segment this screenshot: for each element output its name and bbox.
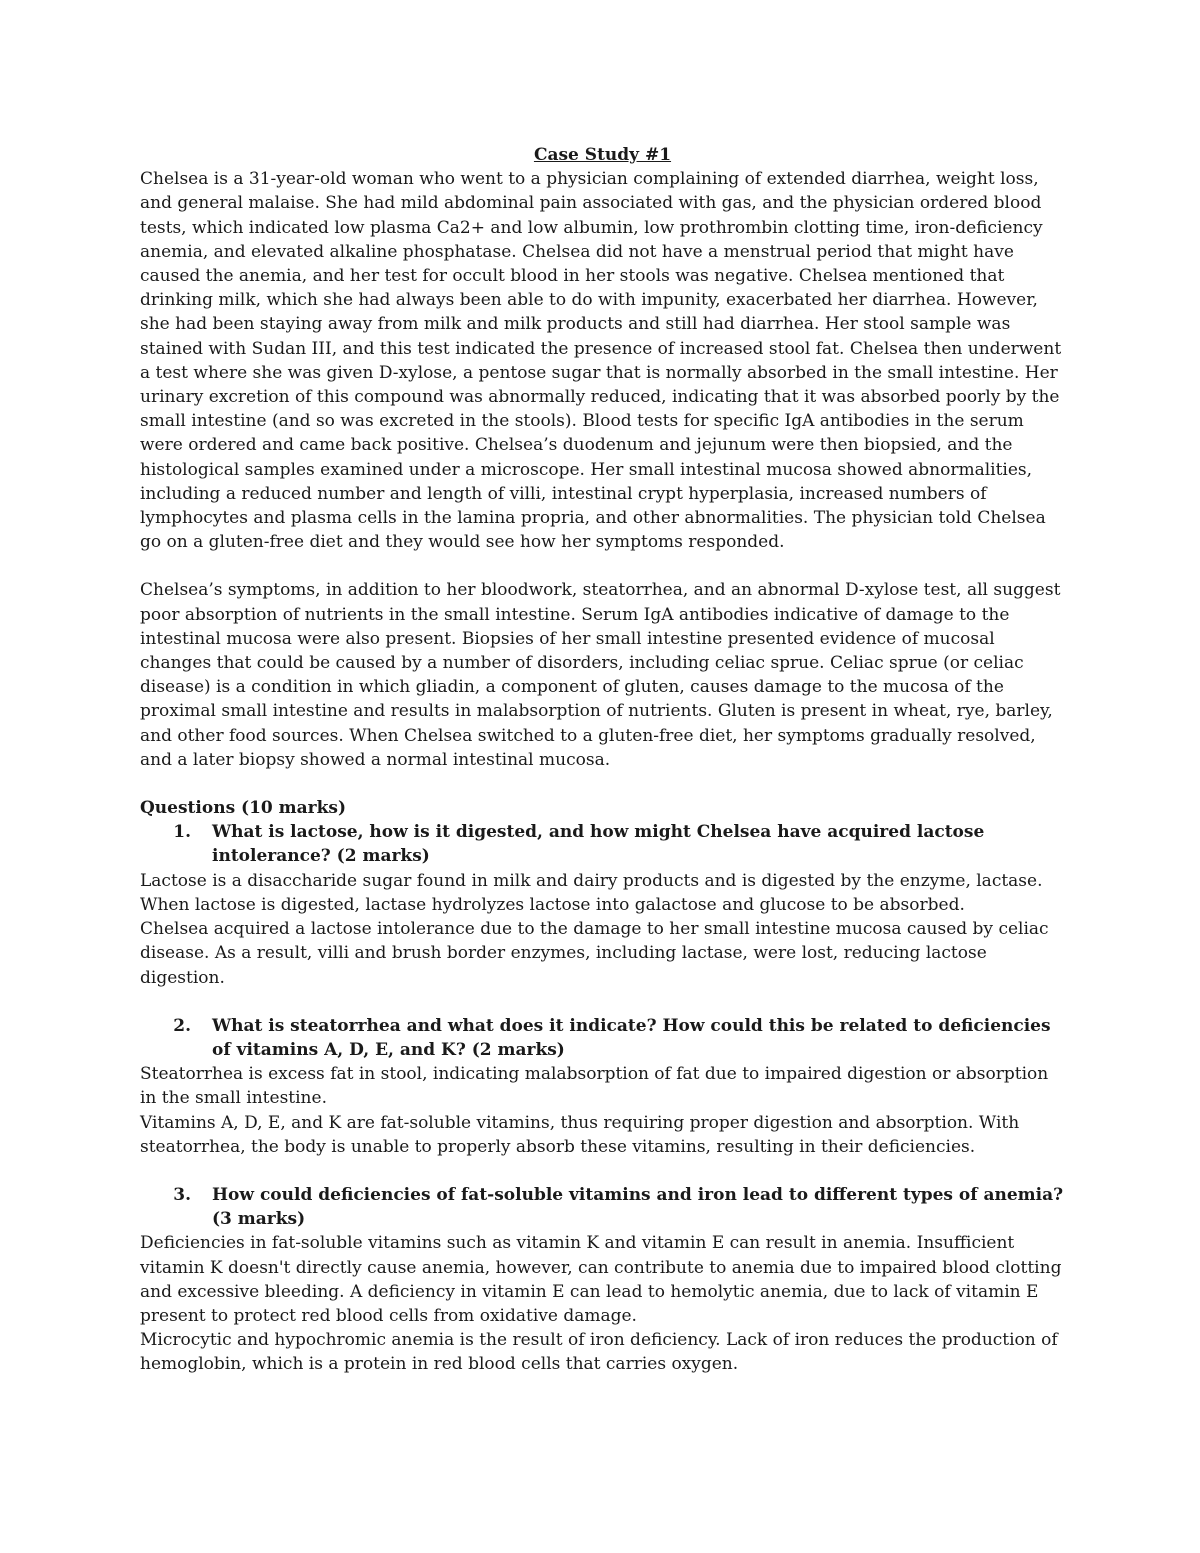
intro-paragraph: Chelsea is a 31-year-old woman who went to a physician complaining of extended diarrhea, weight loss, and general malaise. She had mild abdominal pain associated with gas, and the physician ordered blood tests, which indicated low plasma Ca2+ and low albumin, low prothrombin clotting time, iron-deficiency anemia, and elevated alkaline phosphatase. Chelsea did not have a menstrual period that might have caused the anemia, and her test for occult blood in her stools was negative. Chelsea mentioned that drinking milk, which she had always been able to do with impunity, exacerbated her diarrhea. However, she had been staying away from milk and milk products and still had diarrhea. Her stool sample was stained with Sudan III, and this test indicated the presence of increased stool fat. Chelsea then underwent a test where she was given D-xylose, a pentose sugar that is normally absorbed in the small intestine. Her urinary excretion of this compound was abnormally reduced, indicating that it was absorbed poorly by the small intestine (and so was excreted in the stools). Blood tests for specific IgA antibodies in the serum were ordered and came back positive. Chelsea’s duodenum and jejunum were then biopsied, and the histological samples examined under a microscope. Her small intestinal mucosa showed abnormalities, including a reduced number and length of villi, intestinal crypt hyperplasia, increased numbers of lymphocytes and plasma cells in the lamina propria, and other abnormalities. The physician told Chelsea go on a gluten-free diet and they would see how her symptoms responded. <box>140 169 1062 553</box>
answer-1-part-2: Chelsea acquired a lactose intolerance due to the damage to her small intestine mucosa caused by celiac disease. As a result, villi and brush border enzymes, including lactase, were lost, reducing lactose digestion. <box>140 919 1049 988</box>
questions-heading: Questions (10 marks) <box>140 798 347 819</box>
question-2 <box>140 1014 1065 1062</box>
question-3 <box>140 1183 1065 1231</box>
answer-2-part-1: Steatorrhea is excess fat in stool, indicating malabsorption of fat due to impaired digestion or absorption in the small intestine. <box>140 1064 1049 1109</box>
document-page <box>140 143 1065 1377</box>
question-3-number: 3. <box>173 1184 191 1205</box>
question-3-text: How could deficiencies of fat-soluble vitamins and iron lead to different types of anemia? (3 marks) <box>212 1184 1064 1230</box>
answer-2-part-2: Vitamins A, D, E, and K are fat-soluble vitamins, thus requiring proper digestion and absorption. With steatorrhea, the body is unable to properly absorb these vitamins, resulting in their deficiencies. <box>140 1112 1020 1157</box>
answer-3-part-1: Deficiencies in fat-soluble vitamins such as vitamin K and vitamin E can result in anemia. Insufficient vitamin K doesn't directly cause anemia, however, can contribute to anemia due to impaired blood clotting and excessive bleeding. A deficiency in vitamin E can lead to hemolytic anemia, due to lack of vitamin E present to protect red blood cells from oxidative damage. <box>140 1233 1062 1326</box>
summary-paragraph: Chelsea’s symptoms, in addition to her bloodwork, steatorrhea, and an abnormal D-xylose test, all suggest poor absorption of nutrients in the small intestine. Serum IgA antibodies indicative of damage to the intestinal mucosa were also present. Biopsies of her small intestine presented evidence of mucosal changes that could be caused by a number of disorders, including celiac sprue. Celiac sprue (or celiac disease) is a condition in which gliadin, a component of gluten, causes damage to the mucosa of the proximal small intestine and results in malabsorption of nutrients. Gluten is present in wheat, rye, barley, and other food sources. When Chelsea switched to a gluten-free diet, her symptoms gradually resolved, and a later biopsy showed a normal intestinal mucosa. <box>140 580 1061 770</box>
question-2-number: 2. <box>173 1015 191 1036</box>
document-title: Case Study #1 <box>533 145 672 165</box>
answer-3-part-2: Microcytic and hypochromic anemia is the result of iron deficiency. Lack of iron reduces the production of hemoglobin, which is a protein in red blood cells that carries oxygen. <box>140 1330 1058 1375</box>
question-1-text: What is lactose, how is it digested, and how might Chelsea have acquired lactose intolerance? (2 marks) <box>212 822 985 867</box>
question-1-number: 1. <box>173 822 191 843</box>
answer-1-part-1: Lactose is a disaccharide sugar found in milk and dairy products and is digested by the enzyme, lactase. When lactose is digested, lactase hydrolyzes lactose into galactose and glucose to be absorbed. <box>140 870 1043 915</box>
question-2-text: What is steatorrhea and what does it indicate? How could this be related to deficiencies of vitamins A, D, E, and K? (2 marks) <box>212 1015 1051 1060</box>
question-1 <box>140 820 1065 868</box>
